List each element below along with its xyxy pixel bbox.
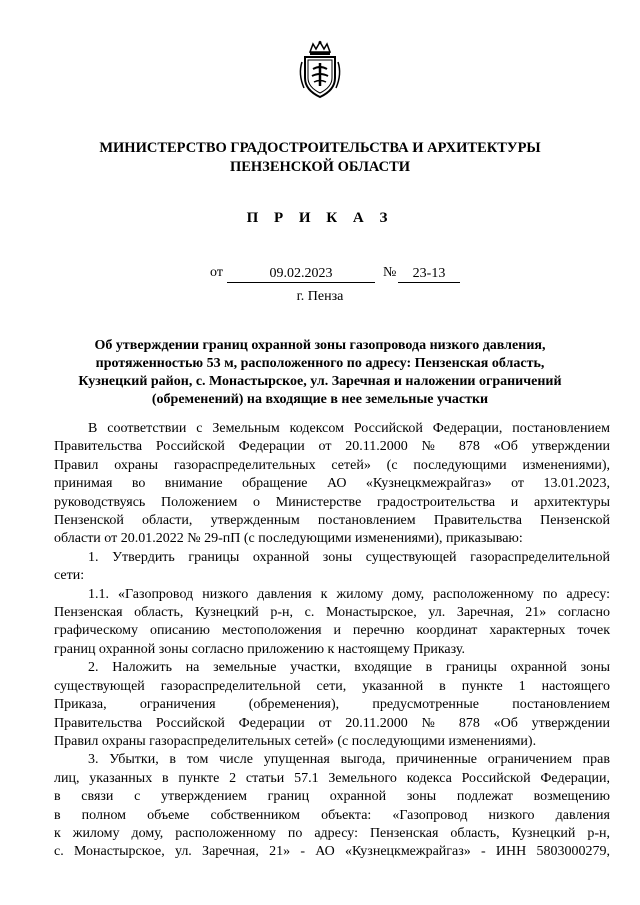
- body-line: границ охранной зоны согласно приложению к настоящему Приказу.: [54, 641, 465, 657]
- title-line: (обременений) на входящие в нее земельные участки: [151, 392, 489, 407]
- title-line: протяженностью 53 м, расположенного по адресу: Пензенская область,: [95, 356, 545, 371]
- body-line: области от 20.01.2022 № 29-пП (с последующими изменениями), приказываю:: [54, 531, 523, 547]
- body-line: Правил охраны газораспределительных сетей» (с последующими изменениями),: [54, 457, 610, 473]
- body-line: Пензенской области, утвержденным постановлением Правительства Пензенской: [54, 513, 610, 529]
- body-line: к жилому дому, расположенному по адресу: Пензенская область, Кузнецкий р-н,: [54, 825, 610, 841]
- body-line: руководствуясь Положением о Министерстве градостроительства и архитектуры: [54, 494, 610, 510]
- date-prefix: от: [210, 265, 223, 280]
- body-line: 1. Утвердить границы охранной зоны существующей газораспределительной: [88, 549, 610, 565]
- document-city: г. Пенза: [296, 289, 344, 304]
- body-line: в связи с утверждением границ охранной зоны подлежат возмещению: [54, 789, 610, 805]
- document-number: 23-13: [398, 265, 460, 283]
- body-line: Правительства Российской Федерации от 20.11.2000 № 878 «Об утверждении: [54, 715, 610, 731]
- ministry-name-line1: МИНИСТЕРСТВО ГРАДОСТРОИТЕЛЬСТВА И АРХИТЕКТУРЫ: [99, 140, 541, 156]
- document-title: [60, 337, 580, 409]
- body-line: с. Монастырское, ул. Заречная, 21» - АО «Кузнецкмежрайгаз» - ИНН 5803000279,: [54, 844, 610, 860]
- body-line: Правительства Российской Федерации от 20.11.2000 № 878 «Об утверждении: [54, 439, 610, 455]
- body-line: существующей газораспределительной сети, указанной в пункте 1 настоящего: [54, 678, 610, 694]
- penza-coat-of-arms-icon: [296, 40, 344, 100]
- document-body: [54, 420, 610, 862]
- body-line: Приказа, ограничения (обременения), предусмотренные постановлением: [54, 697, 610, 713]
- title-line: Кузнецкий район, с. Монастырское, ул. Заречная и наложении ограничений: [78, 374, 562, 389]
- title-line: Об утверждении границ охранной зоны газопровода низкого давления,: [94, 338, 546, 353]
- body-line: принимая во внимание обращение АО «Кузнецкмежрайгаз» от 13.01.2023,: [54, 476, 610, 492]
- document-type: П Р И К А З: [246, 210, 394, 226]
- date-number-line: [0, 265, 640, 285]
- body-line: 1.1. «Газопровод низкого давления к жилому дому, расположенному по адресу:: [88, 586, 610, 602]
- body-line: В соответствии с Земельным кодексом Российской Федерации, постановлением: [88, 421, 610, 436]
- body-line: 2. Наложить на земельные участки, входящие в границы охранной зоны: [88, 660, 610, 676]
- ministry-name-line2: ПЕНЗЕНСКОЙ ОБЛАСТИ: [229, 159, 411, 175]
- body-line: графическому описанию местоположения и перечню координат характерных точек: [54, 623, 610, 639]
- body-line: сети:: [54, 568, 85, 584]
- number-prefix: №: [383, 265, 397, 280]
- body-line: Пензенская область, Кузнецкий р-н, с. Монастырское, ул. Заречная, 21» согласно: [54, 605, 610, 621]
- body-line: 3. Убытки, в том числе упущенная выгода, причиненные ограничением прав: [88, 752, 610, 768]
- document-date: 09.02.2023: [227, 265, 375, 283]
- body-line: в полном объеме собственником объекта: «Газопровод низкого давления: [54, 807, 610, 823]
- body-line: лиц, указанных в пункте 2 статьи 57.1 Земельного кодекса Российской Федерации,: [54, 770, 610, 786]
- body-line: Правил охраны газораспределительных сетей» (с последующими изменениями).: [54, 733, 537, 749]
